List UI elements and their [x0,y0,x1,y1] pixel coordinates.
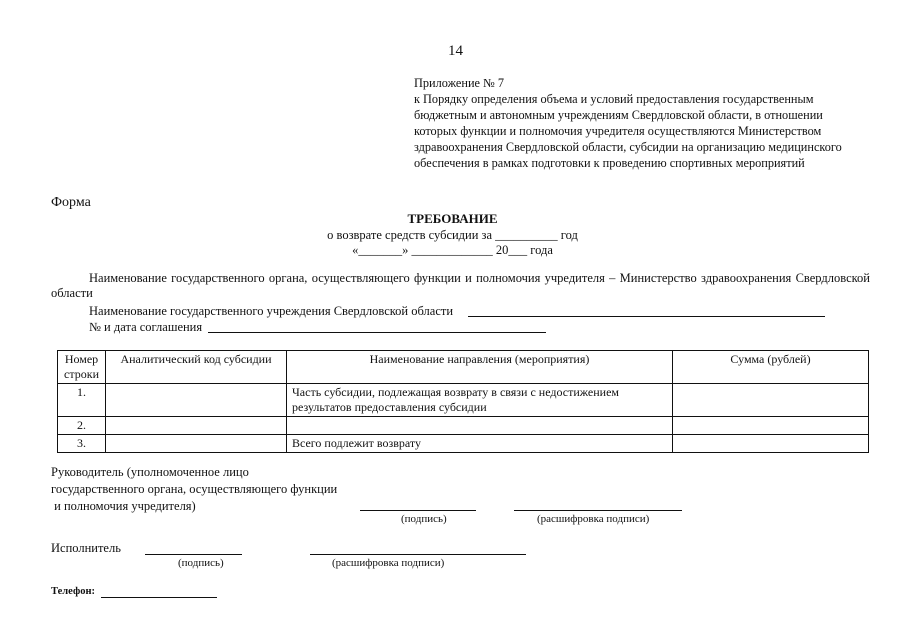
row-code [106,435,287,453]
header-row-number: Номер строки [58,351,106,384]
head-decoding-caption: (расшифровка подписи) [537,513,650,525]
row-number: 2. [58,417,106,435]
appendix-line: обеспечения в рамках подготовки к проведению спортивных мероприятий [414,156,805,170]
head-signature-caption: (подпись) [401,513,447,525]
header-direction-name: Наименование направления (мероприятия) [287,351,673,384]
head-signatory-line: и полномочия учредителя) [51,499,196,513]
table-row [58,435,869,453]
row-code [106,417,287,435]
page-number: 14 [448,43,463,59]
refund-table [57,350,869,453]
appendix-line: здравоохранения Свердловской области, субсидии на организацию медицинского [414,140,842,154]
authority-paragraph: Наименование государственного органа, осуществляющего функции и полномочия учредителя – Министерство здравоохранения Свердловской области [51,271,870,300]
row-number: 3. [58,435,106,453]
row-name: Часть субсидии, подлежащая возврату в связи с недостижением результатов предоставления субсидии [287,384,673,417]
row-sum [673,417,869,435]
executor-signature-line [145,554,242,555]
row-number: 1. [58,384,106,417]
phone-label: Телефон: [51,586,96,597]
appendix-line: которых функции и полномочия учредителя осуществляются Министерством [414,124,822,138]
row-code [106,384,287,417]
form-label: Форма [51,195,91,210]
appendix-block [414,75,842,171]
table-row [58,417,869,435]
head-signature-line [360,510,476,511]
table-header-row [58,351,869,384]
institution-fill-line [468,316,825,317]
executor-signature-caption: (подпись) [178,557,224,569]
phone-fill-line [101,597,217,598]
row-sum [673,435,869,453]
header-analytic-code: Аналитический код субсидии [106,351,287,384]
head-signatory-block [51,464,337,515]
appendix-line: бюджетным и автономным учреждениям Свердловской области, в отношении [414,108,823,122]
executor-decoding-caption: (расшифровка подписи) [332,557,445,569]
institution-label: Наименование государственного учреждения Свердловской области [89,304,454,318]
agreement-label: № и дата соглашения [89,320,203,334]
header-amount: Сумма (рублей) [673,351,869,384]
head-signatory-line: Руководитель (уполномоченное лицо [51,465,249,479]
executor-label: Исполнитель [51,541,121,555]
appendix-line: Приложение № 7 [414,76,505,90]
document-date-line: «_______» _____________ 20___ года [352,243,553,257]
document-subtitle: о возврате средств субсидии за __________ год [327,228,578,242]
appendix-line: к Порядку определения объема и условий предоставления государственным [414,92,814,106]
row-name [287,417,673,435]
row-name: Всего подлежит возврату [287,435,673,453]
head-decoding-line [514,510,682,511]
row-sum [673,384,869,417]
head-signatory-line: государственного органа, осуществляющего функции [51,482,338,496]
document-title: ТРЕБОВАНИЕ [407,211,498,226]
table-row [58,384,869,417]
executor-decoding-line [310,554,526,555]
agreement-fill-line [208,332,546,333]
